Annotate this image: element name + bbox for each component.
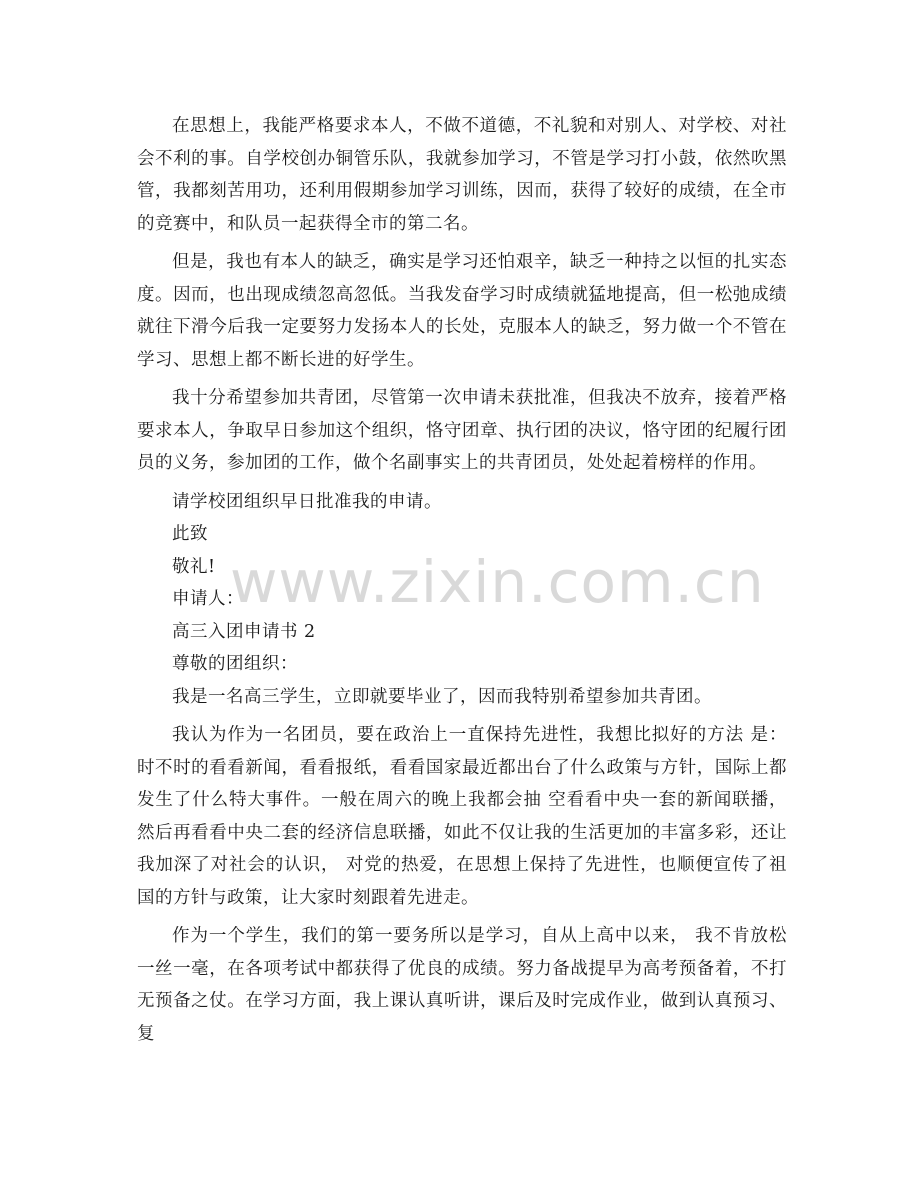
paragraph-study: 作为一个学生，我们的第一要务所以是学习，自从上高中以来， 我不肯放松一丝一毫，在各项考试中都获得了优良的成绩。努力备战提早为高考预备着，不打无预备之仗。在学习方面，我上课认真听讲，课后及时完成作业，做到认真预习、复 [137, 926, 787, 1044]
watermark-text: www.zixin.com.cn [230, 548, 765, 616]
paragraph-shortcomings: 但是，我也有本人的缺乏，确实是学习还怕艰辛，缺乏一种持之以恒的扎实态度。因而，也出现成绩忽高忽低。当我发奋学习时成绩就猛地提高，但一松弛成绩就往下滑今后我一定要努力发扬本人的长处，克服本人的缺乏，努力做一个不管在学习、思想上都不断长进的好学生。 [137, 252, 787, 370]
document-body [137, 110, 787, 1056]
regards-line: 敬礼! [172, 556, 216, 577]
section-title: 高三入团申请书 2 [172, 621, 316, 642]
intro-line: 我是一名高三学生，立即就要毕业了，因而我特别希望参加共青团。 [172, 686, 712, 707]
request-line: 请学校团组织早日批准我的申请。 [172, 491, 442, 512]
paragraph-hope: 我十分希望参加共青团，尽管第一次申请未获批准，但我决不放弃，接着严格要求本人，争取早日参加这个组织，恪守团章、执行团的决议，恪守团的纪履行团员的义务，参加团的工作，做个名副事实上的共青团员，处处起着榜样的作用。 [137, 388, 787, 473]
paragraph-politics: 我认为作为一名团员，要在政治上一直保持先进性，我想比拟好的方法 是：时不时的看看新闻，看看报纸，看看国家最近都出台了什么政策与方针，国际上都发生了什么特大事件。一般在周六的晚上我都会抽 空看看中央一套的新闻联播，然后再看看中央二套的经济信息联播，如此不仅让我的生活更加的丰富多彩，还让我加深了对社会的认识， 对党的热爱，在思想上保持了先进性，也顺便宣传了祖国的方针与政策，让大家时刻跟着先进走。 [137, 725, 787, 908]
applicant-line: 申请人： [172, 589, 244, 609]
salutation-line: 此致 [172, 524, 208, 544]
greeting-line: 尊敬的团组织： [172, 654, 298, 674]
paragraph-thought: 在思想上，我能严格要求本人，不做不道德，不礼貌和对别人、对学校、对社会不利的事。自学校创办铜管乐队，我就参加学习，不管是学习打小鼓，依然吹黑管，我都刻苦用功，还利用假期参加学习训练，因而，获得了较好的成绩，在全市的竞赛中，和队员一起获得全市的第二名。 [137, 116, 787, 234]
